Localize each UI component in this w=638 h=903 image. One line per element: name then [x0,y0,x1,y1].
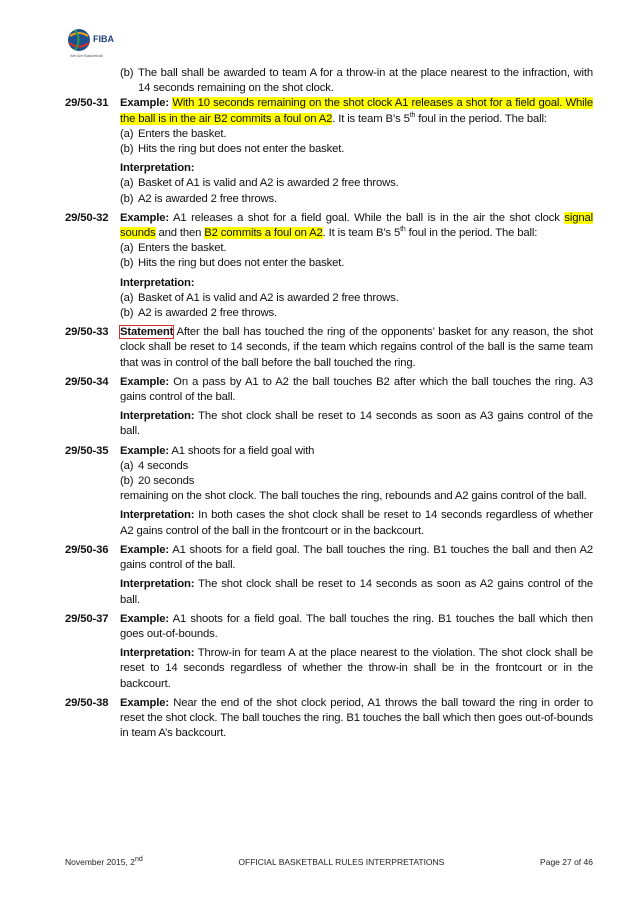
example-text: remaining on the shot clock. The ball touches the ring, rebounds and A2 gains control of the ball. [120,490,587,503]
item-number: 29/50-33 [65,326,109,339]
highlighted-text: B2 commits a foul on A2 [204,227,323,240]
statement-label: Statement [120,326,174,339]
example-text: . It is team B’s 5 [332,112,410,125]
example-label: Example: [120,444,170,457]
list-text: Enters the basket. [138,242,227,255]
list-label: (b) [120,307,134,320]
article-29-50-37 [65,612,593,692]
example-text: On a pass by A1 to A2 the ball touches B2 after which the ball touches the ring. A3 gains control of the ball. [120,375,593,404]
interpretation-label: Interpretation: [120,276,195,289]
interpretation-label: Interpretation: [120,647,195,660]
superscript: th [409,111,416,119]
list-text: Basket of A1 is valid and A2 is awarded 2 free throws. [138,177,399,190]
list-text: Enters the basket. [138,127,227,140]
interpretation-label: Interpretation: [120,509,195,522]
example-text: foul in the period. The ball: [405,227,538,240]
article-29-50-35 [65,444,593,539]
article-29-50-31 [65,96,593,206]
footer-date: November 2015, 2nd [65,856,143,867]
list-label: (b) [120,67,134,79]
example-text: A1 releases a shot for a field goal. While the ball is in the air the shot clock [169,211,565,224]
page-number: Page 27 of 46 [540,857,593,867]
interpretation-label: Interpretation: [120,410,195,423]
example-label: Example: [120,612,170,625]
example-label: Example: [120,375,170,388]
list-label: (b) [120,257,134,270]
document-body [65,66,593,741]
example-label: Example: [120,211,170,224]
example-label: Example: [120,696,170,709]
article-29-50-34 [65,375,593,440]
list-text: A2 is awarded 2 free throws. [138,307,277,320]
item-number: 29/50-37 [65,612,109,625]
list-label: (a) [120,177,134,190]
highlighted-text: With 10 seconds remaining on the shot clock A1 releases a shot for a field goal. While the ball is in the air B2 commits a foul on A2 [120,97,593,125]
interpretation-label: Interpretation: [120,162,195,175]
logo-wordmark: FIBA [93,34,114,44]
list-label: (b) [120,192,134,205]
item-number: 29/50-35 [65,444,109,457]
list-label: (b) [120,475,134,488]
article-29-50-36 [65,543,593,608]
article-29-50-33 [65,325,593,371]
statement-text: After the ball has touched the ring of the opponents’ basket for any reason, the shot clock shall be reset to 14 seconds, if the team which regains control of the ball is the same team that was in control of the ball before the ball touched the ring. [120,326,593,369]
footer-title: OFFICIAL BASKETBALL RULES INTERPRETATIONS [238,857,445,867]
interpretation-text: In both cases the shot clock shall be reset to 14 seconds regardless of whether A2 gains control of the ball in the frontcourt or in the backcourt. [120,509,593,537]
list-text: 4 seconds [138,459,189,472]
page-footer [65,857,593,867]
list-label: (a) [120,291,134,304]
list-label: (b) [120,143,134,156]
list-label: (a) [120,127,134,140]
continuation-item [65,66,593,96]
list-text: 20 seconds [138,475,195,488]
example-text: A1 shoots for a field goal. The ball touches the ring. B1 touches the ball and then A2 gains control of the ball. [120,543,593,572]
example-text: A1 shoots for a field goal. The ball touches the ring. B1 touches the ball which then goes out-of-bounds. [120,612,593,640]
example-label: Example: [120,97,170,110]
item-number: 29/50-34 [65,375,109,388]
item-number: 29/50-32 [65,211,109,224]
example-text: . It is team B’s 5 [322,227,401,240]
interpretation-label: Interpretation: [120,578,195,591]
example-text: A1 shoots for a field goal with [169,444,315,457]
highlighted-text: signal sounds [120,211,593,240]
list-label: (a) [120,459,134,472]
example-text: and then [155,227,205,240]
item-number: 29/50-31 [65,97,109,110]
list-text: A2 is awarded 2 free throws. [138,192,277,205]
example-label: Example: [120,543,170,556]
superscript: th [400,226,406,234]
item-number: 29/50-38 [65,696,109,709]
interpretation-text: The shot clock shall be reset to 14 seconds as soon as A3 gains control of the ball. [120,410,593,438]
interpretation-text: The shot clock shall be reset to 14 seconds as soon as A2 gains control of the ball. [120,578,593,606]
list-text: Hits the ring but does not enter the basket. [138,257,345,270]
list-label: (a) [120,242,134,255]
example-text: Near the end of the shot clock period, A1 throws the ball toward the ring in order to reset the shot clock. The ball touches the ring. B1 touches the ball which then goes out-of-bounds in team A’s backcourt. [120,696,593,740]
list-text: The ball shall be awarded to team A for a throw-in at the place nearest to the infraction, with 14 seconds remaining on the shot clock. [138,67,593,95]
article-29-50-38 [65,696,593,742]
list-text: Hits the ring but does not enter the basket. [138,143,345,156]
article-29-50-32 [65,211,593,321]
interpretation-text: Throw-in for team A at the place nearest to the violation. The shot clock shall be reset to 14 seconds regardless of whether the throw-in shall be in the frontcourt or in the backcourt. [120,647,593,690]
logo-tagline: We Are Basketball [70,53,103,58]
list-text: Basket of A1 is valid and A2 is awarded 2 free throws. [138,291,399,304]
item-number: 29/50-36 [65,543,109,556]
fiba-logo [66,26,114,60]
example-text: foul in the period. The ball: [415,112,547,125]
